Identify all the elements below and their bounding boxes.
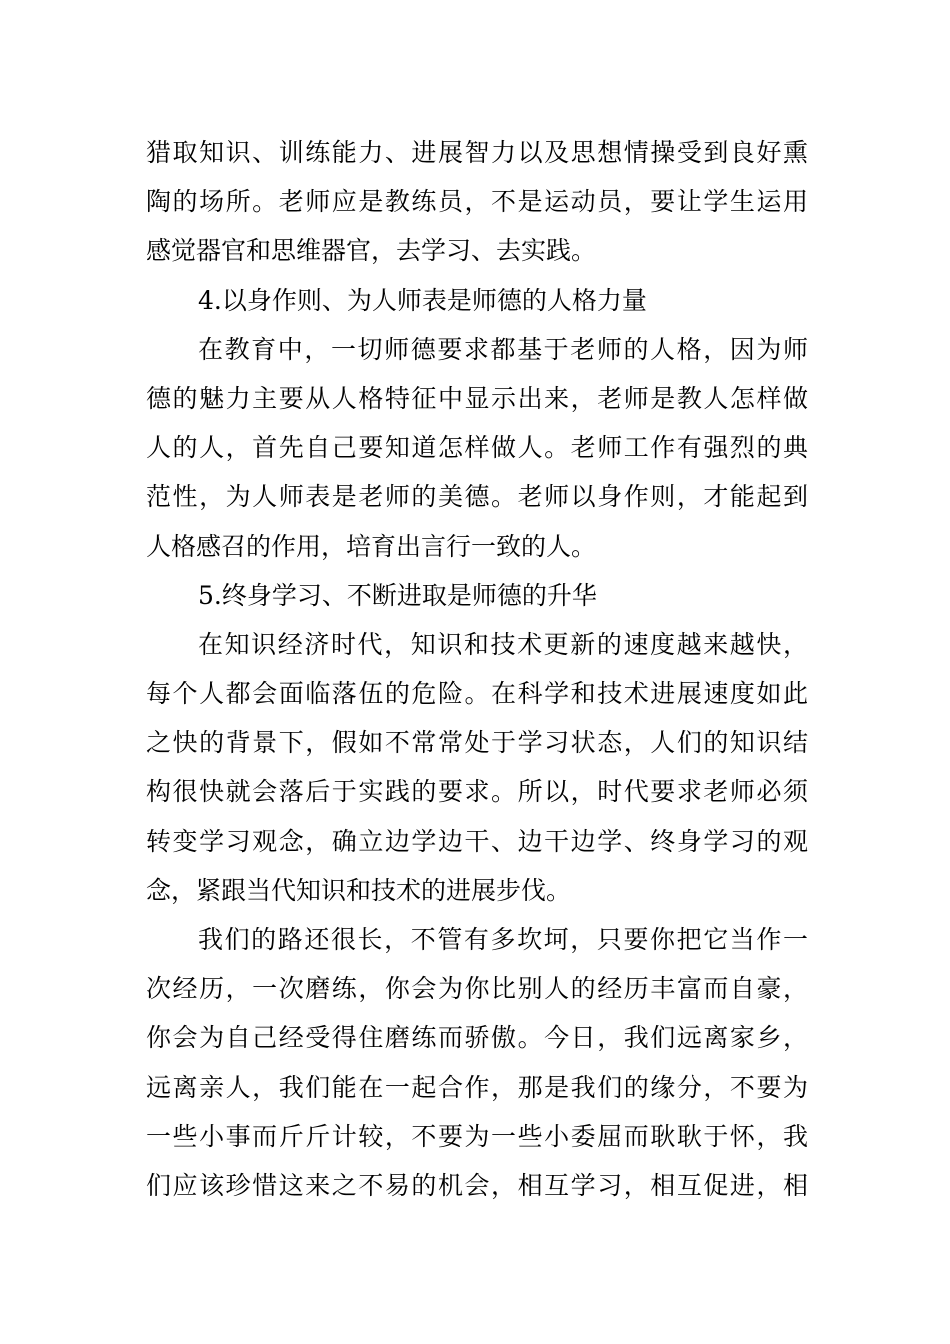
text-line: 远离亲人，我们能在一起合作，那是我们的缘分，不要为 xyxy=(146,1072,808,1102)
text-line: 人格感召的作用，培育出言行一致的人。 xyxy=(146,531,597,561)
text-line: 感觉器官和思维器官，去学习、去实践。 xyxy=(146,236,597,266)
text-line: 德的魅力主要从人格特征中显示出来，老师是教人怎样做 xyxy=(146,383,808,413)
paragraph-start-line: 在教育中，一切师德要求都基于老师的人格，因为师 xyxy=(198,334,808,364)
text-line: 每个人都会面临落伍的危险。在科学和技术进展速度如此 xyxy=(146,679,808,709)
paragraph-start-line: 在知识经济时代，知识和技术更新的速度越来越快， xyxy=(198,629,808,659)
text-line: 次经历，一次磨练，你会为你比别人的经历丰富而自豪， xyxy=(146,974,808,1004)
text-line: 构很快就会落后于实践的要求。所以，时代要求老师必须 xyxy=(146,777,808,807)
document-body xyxy=(146,128,808,1210)
text-line: 念，紧跟当代知识和技术的进展步伐。 xyxy=(146,875,572,905)
text-line: 人的人，首先自己要知道怎样做人。老师工作有强烈的典 xyxy=(146,433,808,463)
text-line: 陶的场所。老师应是教练员，不是运动员，要让学生运用 xyxy=(146,187,808,217)
paragraph-start-line: 4.以身作则、为人师表是师德的人格力量 xyxy=(198,285,647,315)
text-line: 你会为自己经受得住磨练而骄傲。今日，我们远离家乡， xyxy=(146,1023,808,1053)
text-line: 一些小事而斤斤计较，不要为一些小委屈而耿耿于怀，我 xyxy=(146,1121,808,1151)
text-line: 们应该珍惜这来之不易的机会，相互学习，相互促进，相 xyxy=(146,1170,808,1200)
text-line: 转变学习观念，确立边学边干、边干边学、终身学习的观 xyxy=(146,826,808,856)
text-line: 之快的背景下，假如不常常处于学习状态，人们的知识结 xyxy=(146,728,808,758)
paragraph-start-line: 我们的路还很长，不管有多坎坷，只要你把它当作一 xyxy=(198,925,808,954)
text-line: 猎取知识、训练能力、进展智力以及思想情操受到良好熏 xyxy=(146,138,808,167)
paragraph-start-line: 5.终身学习、不断进取是师德的升华 xyxy=(198,580,597,610)
text-line: 范性，为人师表是老师的美德。老师以身作则，才能起到 xyxy=(146,482,808,512)
